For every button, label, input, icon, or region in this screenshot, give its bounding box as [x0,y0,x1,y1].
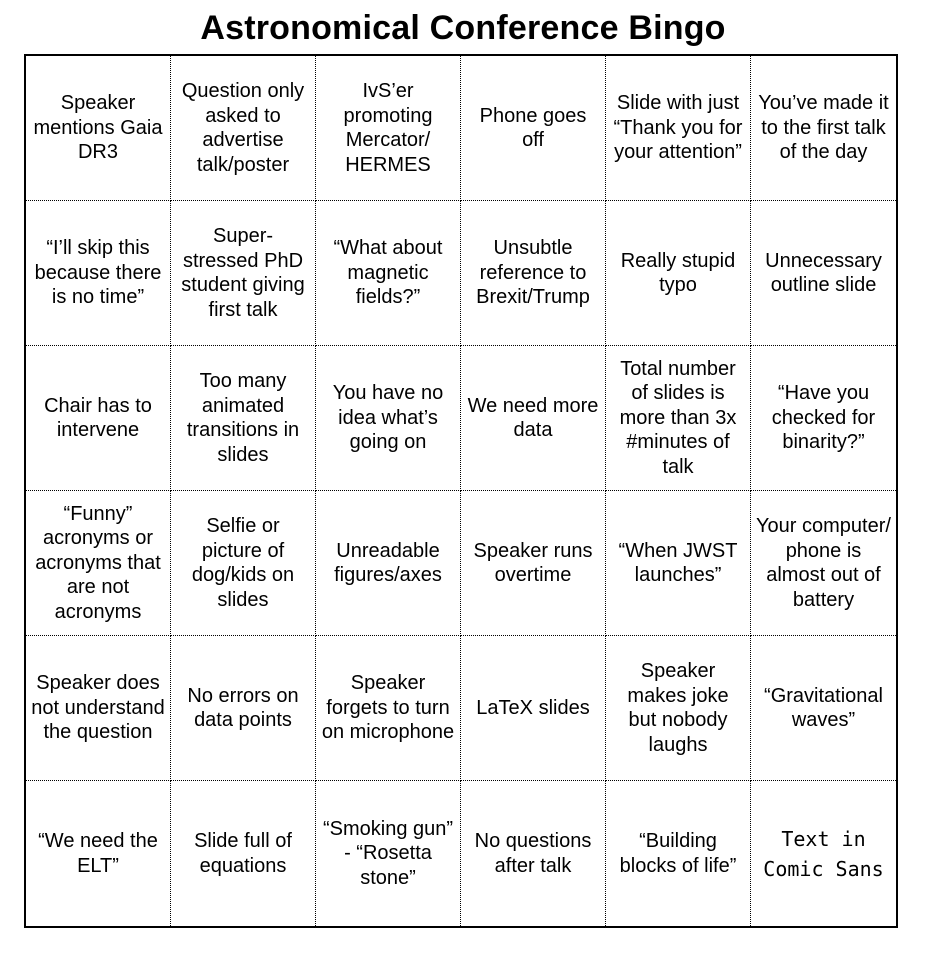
bingo-cell[interactable]: Phone goes off [461,56,606,201]
bingo-cell[interactable]: You have no idea what’s going on [316,346,461,491]
bingo-board [24,54,898,928]
bingo-cell[interactable]: We need more data [461,346,606,491]
bingo-cell[interactable]: LaTeX slides [461,636,606,781]
bingo-cell[interactable]: No questions after talk [461,781,606,926]
bingo-cell[interactable]: Your computer/ phone is almost out of battery [751,491,896,636]
bingo-cell[interactable]: Speaker runs overtime [461,491,606,636]
bingo-cell[interactable]: “Funny” acronyms or acronyms that are not acronyms [26,491,171,636]
bingo-cell[interactable]: Too many animated transitions in slides [171,346,316,491]
page-title: Astronomical Conference Bingo [200,9,726,47]
bingo-cell[interactable]: Question only asked to advertise talk/poster [171,56,316,201]
bingo-cell[interactable]: Slide full of equations [171,781,316,926]
bingo-cell[interactable]: You’ve made it to the first talk of the day [751,56,896,201]
bingo-cell-comic-sans[interactable]: Text in Comic Sans [763,826,884,881]
bingo-cell[interactable]: No errors on data points [171,636,316,781]
bingo-cell[interactable]: Unsubtle reference to Brexit/Trump [461,201,606,346]
bingo-cell[interactable]: Really stupid typo [606,201,751,346]
bingo-cell[interactable]: Speaker forgets to turn on microphone [316,636,461,781]
bingo-cell[interactable]: “Have you checked for binarity?” [751,346,896,491]
bingo-cell[interactable]: Unnecessary outline slide [751,201,896,346]
bingo-cell[interactable]: “I’ll skip this because there is no time” [26,201,171,346]
bingo-cell[interactable]: Total number of slides is more than 3x #minutes of talk [606,346,751,491]
bingo-cell[interactable]: Speaker makes joke but nobody laughs [606,636,751,781]
bingo-cell[interactable]: Selfie or picture of dog/kids on slides [171,491,316,636]
bingo-cell[interactable]: “We need the ELT” [26,781,171,926]
bingo-cell[interactable]: Slide with just “Thank you for your attention” [606,56,751,201]
bingo-cell[interactable]: “Building blocks of life” [606,781,751,926]
bingo-cell[interactable]: Unreadable figures/axes [316,491,461,636]
bingo-cell[interactable]: Speaker does not understand the question [26,636,171,781]
bingo-cell[interactable]: “Gravitational waves” [751,636,896,781]
bingo-cell[interactable]: IvS’er promoting Mercator/ HERMES [316,56,461,201]
bingo-cell[interactable]: Chair has to intervene [26,346,171,491]
bingo-cell[interactable]: Speaker mentions Gaia DR3 [26,56,171,201]
bingo-cell[interactable]: “What about magnetic fields?” [316,201,461,346]
bingo-cell[interactable]: Super-stressed PhD student giving first talk [171,201,316,346]
bingo-cell[interactable]: “Smoking gun” - “Rosetta stone” [316,781,461,926]
bingo-cell[interactable]: “When JWST launches” [606,491,751,636]
